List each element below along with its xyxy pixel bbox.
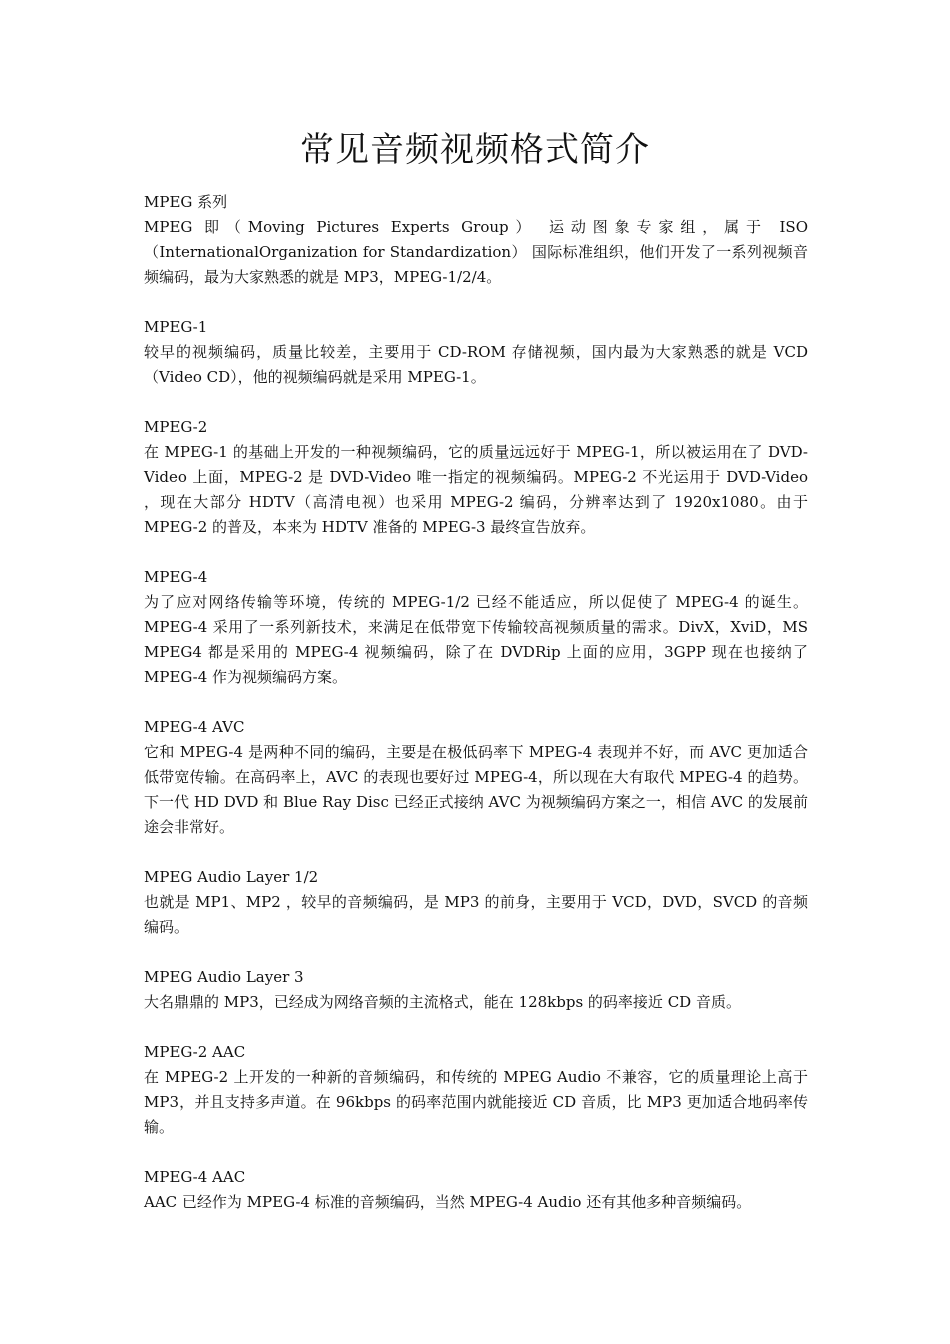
section-paragraph: 它和 MPEG-4 是两种不同的编码，主要是在极低码率下 MPEG-4 表现并不好，而 AVC 更加适合低带宽传输。在高码率上，AVC 的表现也要好过 MPEG-4，所以现在大有取代 MPEG-4 的趋势。下一代 HD DVD 和 Blue Ray Disc 已经正式接纳 AVC 为视频编码方案之一，相信 AVC 的发展前途会非常好。 <box>144 743 808 836</box>
section-mpeg-series <box>144 190 808 290</box>
section-mpeg-1 <box>144 315 808 390</box>
section-paragraph: MPEG 即（Moving Pictures Experts Group） 运动图象专家组，属于 ISO（InternationalOrganization for Standardization） 国际标准组织，他们开发了一系列视频音频编码，最为大家熟悉的就是 MP3，MPEG-1/2/4。 <box>144 218 808 286</box>
section-paragraph: 在 MPEG-2 上开发的一种新的音频编码，和传统的 MPEG Audio 不兼容，它的质量理论上高于 MP3，并且支持多声道。在 96kbps 的码率范围内就能接近 CD 音质，比 MP3 更加适合地码率传输。 <box>144 1068 808 1136</box>
section-heading: MPEG-4 <box>144 568 208 586</box>
section-mpeg-4-aac <box>144 1165 808 1215</box>
section-heading: MPEG-4 AVC <box>144 718 245 736</box>
section-heading: MPEG-4 AAC <box>144 1168 246 1186</box>
section-mpeg-2 <box>144 415 808 540</box>
section-paragraph: 也就是 MP1、MP2 ，较早的音频编码，是 MP3 的前身，主要用于 VCD，DVD，SVCD 的音频编码。 <box>144 893 808 936</box>
section-heading: MPEG-2 <box>144 418 208 436</box>
section-paragraph: 较早的视频编码，质量比较差，主要用于 CD-ROM 存储视频，国内最为大家熟悉的就是 VCD（Video CD），他的视频编码就是采用 MPEG-1。 <box>144 343 808 386</box>
section-heading: MPEG-2 AAC <box>144 1043 246 1061</box>
section-heading: MPEG Audio Layer 3 <box>144 968 304 986</box>
section-heading: MPEG Audio Layer 1/2 <box>144 868 319 886</box>
section-paragraph: AAC 已经作为 MPEG-4 标准的音频编码，当然 MPEG-4 Audio 还有其他多种音频编码。 <box>144 1193 752 1211</box>
section-heading: MPEG-1 <box>144 318 208 336</box>
section-paragraph: 为了应对网络传输等环境，传统的 MPEG-1/2 已经不能适应，所以促使了 MPEG-4 的诞生。MPEG-4 采用了一系列新技术，来满足在低带宽下传输较高视频质量的需求。DivX，XviD，MS MPEG4 都是采用的 MPEG-4 视频编码，除了在 DVDRip 上面的应用，3GPP 现在也接纳了 MPEG-4 作为视频编码方案。 <box>144 593 808 686</box>
section-mpeg-audio-layer-3 <box>144 965 808 1015</box>
section-mpeg-2-aac <box>144 1040 808 1140</box>
section-mpeg-4 <box>144 565 808 690</box>
document-title: 常见音频视频格式简介 <box>300 130 650 170</box>
document-body <box>144 190 808 1240</box>
section-heading: MPEG 系列 <box>144 193 228 211</box>
section-mpeg-4-avc <box>144 715 808 840</box>
section-paragraph: 在 MPEG-1 的基础上开发的一种视频编码，它的质量远远好于 MPEG-1，所以被运用在了 DVD-Video 上面，MPEG-2 是 DVD-Video 唯一指定的视频编码。MPEG-2 不光运用于 DVD-Video ，现在大部分 HDTV（高清电视）也采用 MPEG-2 编码，分辨率达到了 1920x1080。由于 MPEG-2 的普及，本来为 HDTV 准备的 MPEG-3 最终宣告放弃。 <box>144 443 808 536</box>
section-mpeg-audio-layer-1-2 <box>144 865 808 940</box>
section-paragraph: 大名鼎鼎的 MP3，已经成为网络音频的主流格式，能在 128kbps 的码率接近 CD 音质。 <box>144 993 741 1011</box>
